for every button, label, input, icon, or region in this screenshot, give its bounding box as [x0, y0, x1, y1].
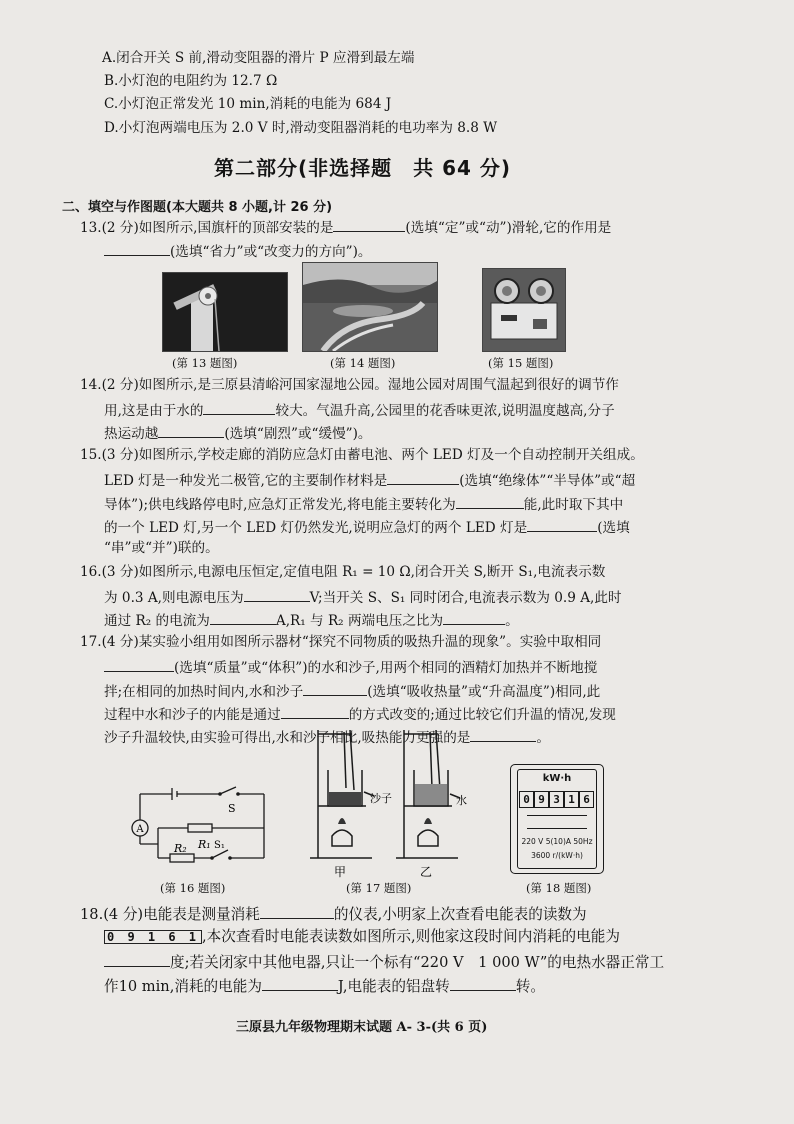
fig18-digit: 9: [534, 791, 549, 808]
q16-blank-1[interactable]: [244, 589, 310, 602]
fig17-yi-label: 乙: [419, 865, 433, 878]
q15-line5: “串”或“并”)联的。: [104, 540, 219, 556]
fig17-experiment-diagram: [300, 728, 480, 878]
fig17-sand-label: 沙子: [370, 792, 392, 805]
q12-option-c: C.小灯泡正常发光 10 min,消耗的电能为 684 J: [104, 96, 392, 112]
fig16-caption: (第 16 题图): [160, 881, 226, 895]
q15-text-d: 能,此时取下其中: [523, 497, 624, 513]
q18-text-e: 作10 min,消耗的电能为: [104, 978, 262, 995]
q18-previous-reading: 0 9 1 6 1: [104, 930, 202, 944]
q18-blank-2[interactable]: [104, 954, 170, 967]
q17-line3: [104, 683, 600, 700]
q17-line4: [104, 706, 616, 723]
q18-line2: [104, 930, 620, 945]
q17-text-d: 过程中水和沙子的内能是通过: [104, 707, 281, 723]
page-footer: 三原县九年级物理期末试题 A- 3-(共 6 页): [236, 1020, 488, 1035]
q17-text-c: (选填“吸收热量”或“升高温度”)相同,此: [367, 684, 601, 700]
q17-text-b: 拌;在相同的加热时间内,水和沙子: [104, 684, 304, 700]
q13-line2: [104, 243, 372, 260]
q18-text-d: 度;若关闭家中其他电器,只让一个标有“220 V 1 000 W”的电热水器正常工: [170, 954, 665, 971]
fig18-disk-window: [527, 815, 587, 829]
fig15-caption: (第 15 题图): [488, 356, 554, 370]
q18-text-a: 18.(4 分)电能表是测量消耗: [80, 906, 260, 923]
q15-line1: 15.(3 分)如图所示,学校走廊的消防应急灯由蓄电池、两个 LED 灯及一个自动控制开关组成。: [80, 447, 644, 463]
fig17-jia-label: 甲: [333, 865, 347, 878]
q15-text-f: (选填: [597, 520, 630, 536]
q17-blank-2[interactable]: [303, 683, 367, 696]
fig16-circuit-diagram: [128, 786, 274, 872]
q17-text-f: 沙子升温较快,由实验可得出,水和沙子相比,吸热能力更强的是: [104, 730, 471, 746]
q18-line4: [104, 978, 545, 995]
fig16-switch-s-label: S: [228, 802, 236, 815]
q16-line2: [104, 589, 622, 606]
q14-text-a: 用,这是由于水的: [104, 403, 204, 419]
q14-text-d: (选填“剧烈”或“缓慢”)。: [224, 426, 372, 442]
fig16-ammeter-label: A: [136, 824, 144, 835]
q18-line1: [80, 906, 587, 923]
fig17-caption: (第 17 题图): [346, 881, 412, 895]
fig15-emergency-light-photo: [482, 268, 566, 352]
fig16-r2-label: R₂: [174, 842, 187, 855]
fig14-wetland-photo: [302, 262, 438, 352]
q15-text-a: LED 灯是一种发光二极管,它的主要制作材料是: [104, 473, 388, 489]
section-header: 二、填空与作图题(本大题共 8 小题,计 26 分): [62, 200, 333, 215]
q16-text-c: 通过 R₂ 的电流为: [104, 613, 210, 629]
q14-text-b: 较大。气温升高,公园里的花香味更浓,说明温度越高,分子: [275, 403, 615, 419]
q15-line2: [104, 472, 635, 489]
q18-line3: [104, 954, 664, 971]
fig18-digit: 1: [564, 791, 579, 808]
q18-text-c: ,本次查看时电能表读数如图所示,则他家这段时间内消耗的电能为: [202, 928, 620, 945]
q18-text-b: 的仪表,小明家上次查看电能表的读数为: [333, 906, 587, 923]
q13-text-c: (选填“省力”或“改变力的方向”)。: [170, 244, 372, 260]
fig13-caption: (第 13 题图): [172, 356, 238, 370]
q17-blank-4[interactable]: [470, 729, 536, 742]
fig18-digit-decimal: 6: [579, 791, 594, 808]
q18-blank-4[interactable]: [450, 978, 516, 991]
fig18-digit: 3: [549, 791, 564, 808]
q15-text-b: (选填“绝缘体”“半导体”或“超: [459, 473, 636, 489]
q17-text-g: 。: [536, 730, 550, 746]
fig17-water-label: 水: [456, 794, 467, 807]
fig18-unit: kW·h: [542, 773, 572, 784]
q17-line1: 17.(4 分)某实验小组用如图所示器材“探究不同物质的吸热升温的现象”。实验中取相同: [80, 634, 602, 650]
q13-line1: [80, 219, 611, 236]
q12-option-b: B.小灯泡的电阻约为 12.7 Ω: [104, 73, 278, 89]
q18-text-g: 转。: [515, 978, 545, 995]
q16-text-e: 。: [505, 613, 519, 629]
part2-title: 第二部分(非选择题 共 64 分): [214, 156, 512, 180]
q14-blank-1[interactable]: [203, 402, 275, 415]
q16-text-a: 为 0.3 A,则电源电压为: [104, 590, 244, 606]
fig18-caption: (第 18 题图): [526, 881, 592, 895]
q16-blank-2[interactable]: [210, 612, 276, 625]
q18-text-f: J,电能表的铝盘转: [337, 978, 450, 995]
q14-line2: [104, 402, 615, 419]
q12-option-a: A.闭合开关 S 前,滑动变阻器的滑片 P 应滑到最左端: [102, 50, 415, 66]
fig18-spec-constant: 3600 r/(kW·h): [531, 851, 583, 860]
q13-text-a: 13.(2 分)如图所示,国旗杆的顶部安装的是: [80, 220, 334, 236]
fig18-digit-row: [519, 791, 594, 808]
q15-blank-3[interactable]: [527, 519, 597, 532]
q17-text-a: (选填“质量”或“体积”)的水和沙子,用两个相同的酒精灯加热并不断地搅: [174, 660, 598, 676]
fig13-flagpole-photo: [162, 272, 288, 352]
q14-blank-2[interactable]: [158, 425, 224, 438]
q18-blank-1[interactable]: [260, 906, 334, 919]
q16-line1: 16.(3 分)如图所示,电源电压恒定,定值电阻 R₁ = 10 Ω,闭合开关 S,断开 S₁,电流表示数: [80, 564, 606, 580]
q17-blank-3[interactable]: [281, 706, 349, 719]
fig16-s1-label: S₁: [214, 840, 225, 851]
fig18-digit: 0: [519, 791, 534, 808]
q16-line3: [104, 612, 519, 629]
q17-blank-1[interactable]: [104, 659, 174, 672]
q15-blank-1[interactable]: [387, 472, 459, 485]
q16-blank-3[interactable]: [443, 612, 505, 625]
q18-blank-3[interactable]: [262, 978, 338, 991]
q14-line1: 14.(2 分)如图所示,是三原县清峪河国家湿地公园。湿地公园对周围气温起到很好的调节作: [80, 377, 619, 393]
q15-line3: [104, 496, 623, 513]
fig18-electricity-meter: [510, 764, 604, 874]
q12-option-d: D.小灯泡两端电压为 2.0 V 时,滑动变阻器消耗的电功率为 8.8 W: [104, 120, 498, 136]
q15-blank-2[interactable]: [456, 496, 524, 509]
q17-text-e: 的方式改变的;通过比较它们升温的情况,发现: [348, 707, 616, 723]
q13-text-b: (选填“定”或“动”)滑轮,它的作用是: [405, 220, 612, 236]
q16-text-d: A,R₁ 与 R₂ 两端电压之比为: [275, 613, 444, 629]
q13-blank-1[interactable]: [333, 219, 405, 232]
q14-line3: [104, 425, 372, 442]
q13-blank-2[interactable]: [104, 243, 170, 256]
fig18-spec-rating: 220 V 5(10)A 50Hz: [521, 837, 593, 846]
fig14-caption: (第 14 题图): [330, 356, 396, 370]
fig16-r1-label: R₁: [198, 838, 211, 851]
q15-text-c: 导体”);供电线路停电时,应急灯正常发光,将电能主要转化为: [104, 497, 456, 513]
q15-text-e: 的一个 LED 灯,另一个 LED 灯仍然发光,说明应急灯的两个 LED 灯是: [104, 520, 528, 536]
q17-line2: [104, 659, 597, 676]
q15-line4: [104, 519, 630, 536]
q14-text-c: 热运动越: [104, 426, 159, 442]
q16-text-b: V;当开关 S、S₁ 同时闭合,电流表示数为 0.9 A,此时: [309, 590, 622, 606]
